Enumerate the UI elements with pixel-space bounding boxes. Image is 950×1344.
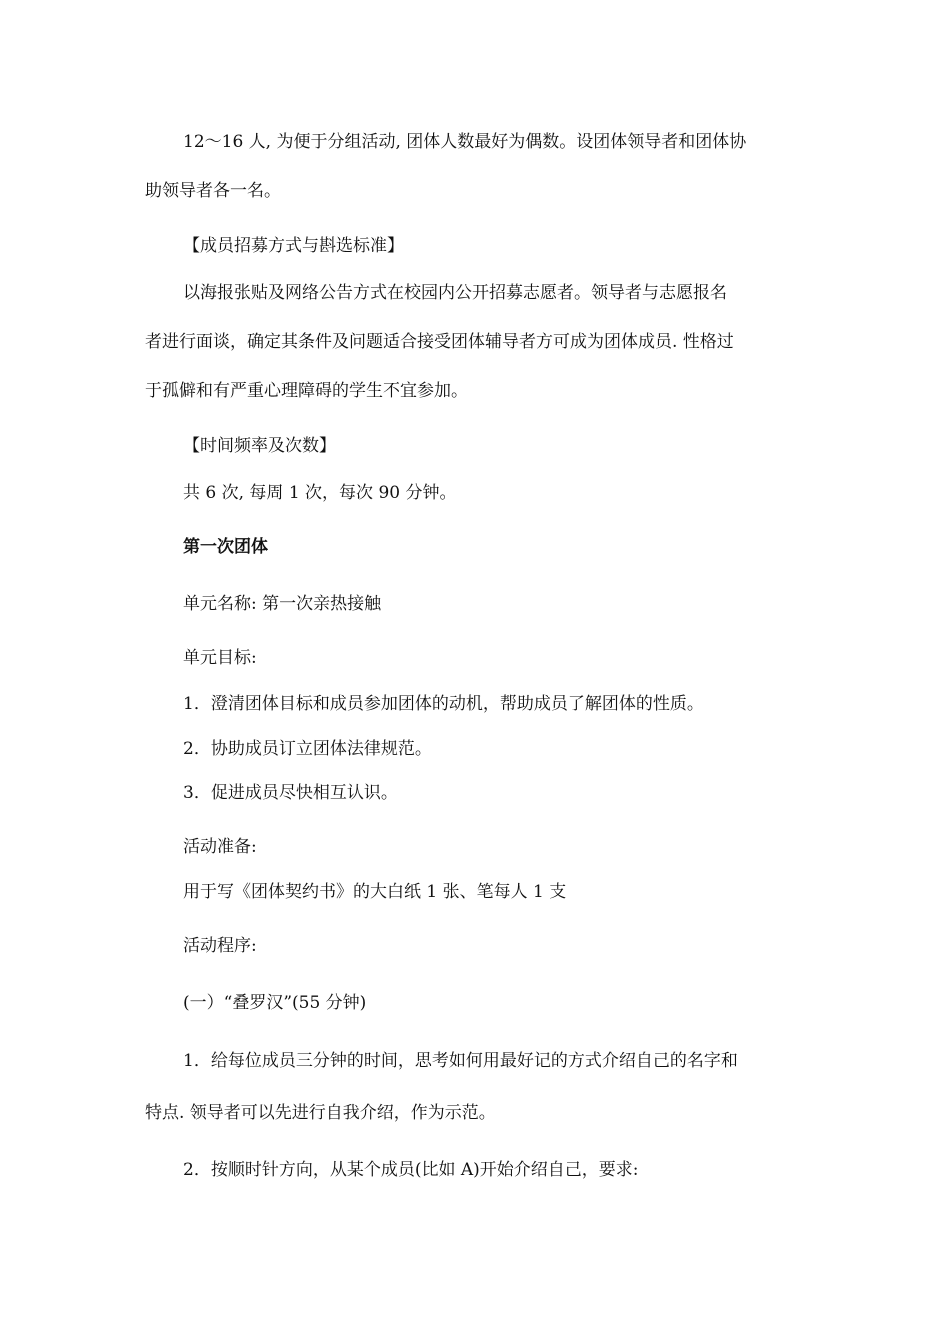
activity-heading: (一）“叠罗汉”(55 分钟) — [183, 993, 367, 1013]
paragraph-line: 用于写《团体契约书》的大白纸 1 张、笔每人 1 支 — [183, 882, 567, 902]
procedure-label: 活动程序: — [183, 936, 257, 956]
list-item: 3．促进成员尽快相互认识。 — [183, 783, 398, 803]
section-heading: 【成员招募方式与斟选标准】 — [183, 236, 404, 256]
list-item: 1．澄清团体目标和成员参加团体的动机，帮助成员了解团体的性质。 — [183, 694, 704, 714]
paragraph-line: 者进行面谈，确定其条件及问题适合接受团体辅导者方可成为团体成员. 性格过 — [145, 332, 734, 352]
paragraph-line: 助领导者各一名。 — [145, 181, 281, 201]
paragraph-line: 1．给每位成员三分钟的时间，思考如何用最好记的方式介绍自己的名字和 — [183, 1051, 738, 1071]
paragraph-line: 2．按顺时针方向，从某个成员(比如 A)开始介绍自己，要求: — [183, 1160, 639, 1180]
prep-label: 活动准备: — [183, 837, 257, 857]
list-item: 2．协助成员订立团体法律规范。 — [183, 739, 432, 759]
paragraph-line: 以海报张贴及网络公告方式在校园内公开招募志愿者。领导者与志愿报名 — [183, 283, 727, 303]
paragraph-line: 12～16 人, 为便于分组活动, 团体人数最好为偶数。设团体领导者和团体协 — [183, 132, 747, 152]
unit-name: 单元名称: 第一次亲热接触 — [183, 594, 382, 614]
section-heading: 【时间频率及次数】 — [183, 436, 336, 456]
paragraph-line: 共 6 次, 每周 1 次，每次 90 分钟。 — [183, 483, 457, 503]
paragraph-line: 特点. 领导者可以先进行自我介绍，作为示范。 — [145, 1103, 496, 1123]
unit-goals-label: 单元目标: — [183, 648, 257, 668]
paragraph-line: 于孤僻和有严重心理障碍的学生不宜参加。 — [145, 381, 468, 401]
session-heading: 第一次团体 — [183, 537, 268, 557]
